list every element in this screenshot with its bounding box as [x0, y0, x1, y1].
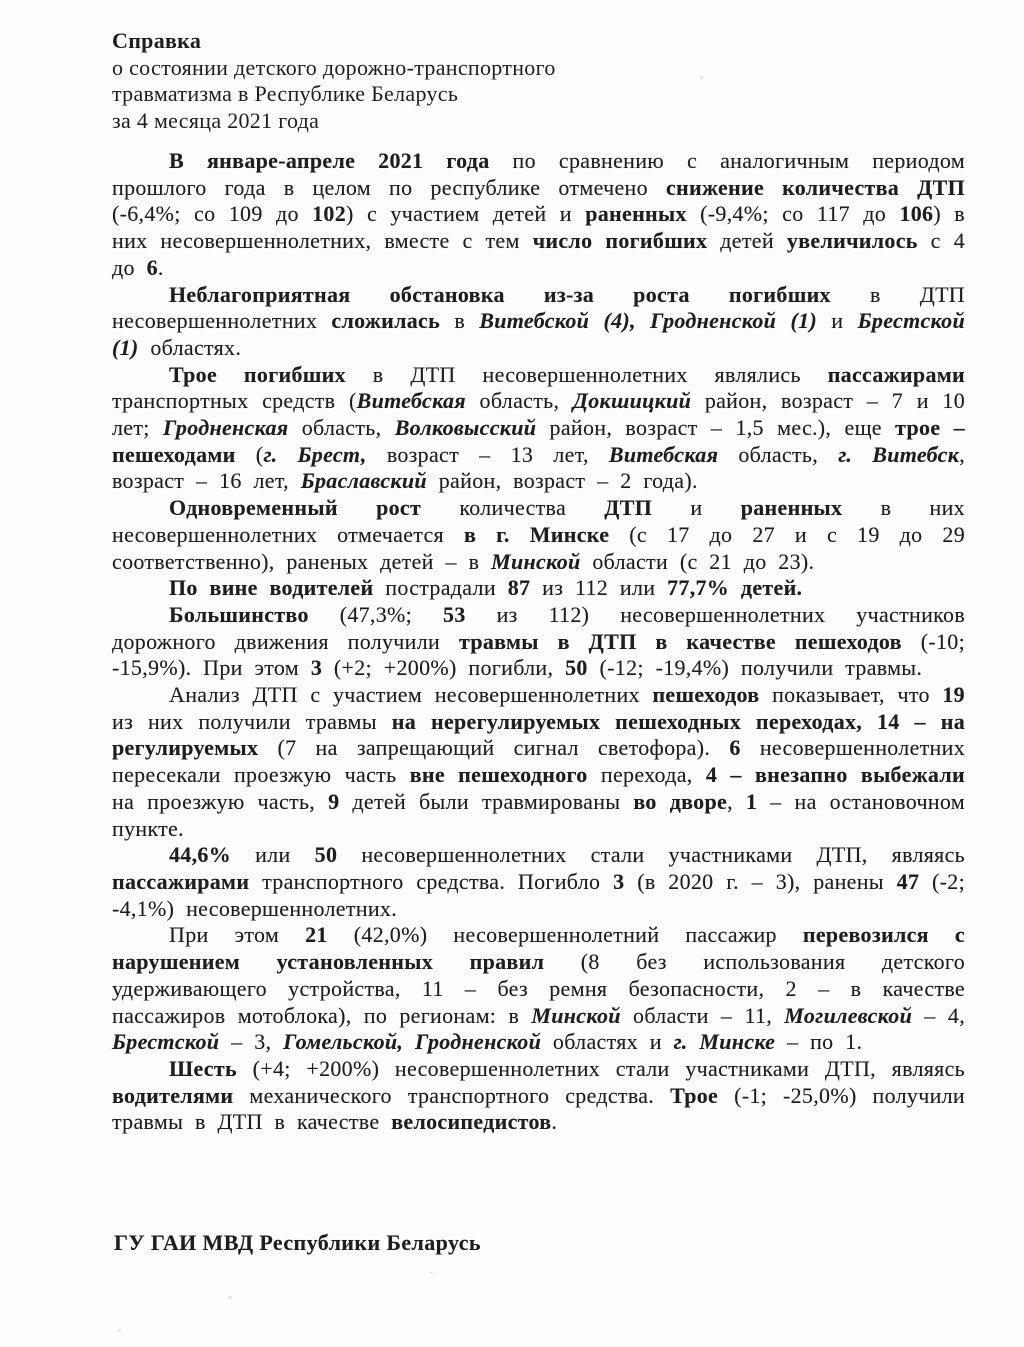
text-run: – по 1.: [775, 1029, 863, 1055]
scan-speck: [860, 642, 862, 644]
paragraph: [112, 922, 965, 1056]
text-run: область,: [288, 415, 395, 441]
text-run: Волковысский: [394, 415, 537, 441]
text-run: пострадали: [373, 575, 508, 601]
text-run: – на остановочном пункте.: [112, 788, 965, 841]
text-run: (-6,4%; со 109 до: [112, 201, 313, 227]
text-run: (7 на запрещающий сигнал светофора).: [258, 735, 730, 761]
paragraph: [112, 682, 965, 842]
text-run: число погибших: [532, 228, 708, 254]
text-run: (: [235, 441, 264, 467]
text-run: область,: [465, 388, 573, 414]
text-run: (+4; +200%) несовершеннолетних стали участниками ДТП, являясь: [236, 1055, 965, 1081]
text-run: Одновременный рост: [169, 495, 422, 521]
text-run: пассажирами: [827, 361, 966, 387]
text-run: областях.: [138, 334, 242, 360]
text-run: (+2; +200%) погибли,: [322, 655, 566, 681]
text-run: – 3,: [219, 1029, 284, 1055]
text-run: детей были травмированы: [339, 788, 634, 814]
text-run: В январе-апреле 2021 года: [169, 148, 490, 173]
text-run: г. Минске: [673, 1029, 776, 1055]
text-run: снижение количества ДТП: [665, 174, 965, 200]
text-run: Витебская: [608, 441, 719, 467]
text-run: 53: [443, 601, 466, 627]
text-run: несовершеннолетних пересекали проезжую часть: [112, 735, 965, 788]
text-run: в них несовершеннолетних отмечается: [112, 495, 965, 547]
text-run: 6: [729, 735, 741, 761]
paragraph: [112, 1056, 965, 1136]
text-run: 21: [305, 922, 328, 948]
text-run: во дворе: [633, 788, 728, 814]
text-run: (42,0%) несовершеннолетний пассажир: [327, 922, 803, 948]
text-run: области (с 21 до 23).: [580, 548, 815, 574]
text-run: (-12; -19,4%) получили травмы.: [587, 655, 923, 681]
text-run: 87: [507, 575, 531, 601]
paragraph: [112, 362, 965, 496]
text-run: 6: [146, 254, 158, 280]
text-run: Трое погибших: [169, 361, 346, 387]
text-run: Браславский: [300, 468, 427, 494]
text-run: ,: [727, 788, 746, 814]
text-run: (в 2020 г. – 3), ранены: [624, 868, 897, 894]
text-run: Большинство: [169, 601, 309, 627]
text-run: 77,7% детей.: [667, 575, 803, 601]
text-run: 1: [745, 788, 758, 814]
text-run: из них получили травмы: [112, 708, 392, 734]
text-run: по сравнению с аналогичным периодом прошлого года в целом по республике отмечено: [112, 148, 966, 200]
text-run: транспортного средства. Погибло: [249, 868, 614, 894]
document-heading: [112, 28, 556, 134]
text-run: 9: [328, 788, 340, 814]
text-run: травмы в ДТП в качестве пешеходов: [458, 628, 902, 654]
text-run: Брестской: [112, 1029, 220, 1055]
text-run: увеличилось: [786, 228, 918, 254]
text-run: количества: [421, 495, 605, 521]
text-run: .: [551, 1109, 558, 1135]
text-run: г. Брест,: [263, 441, 367, 467]
text-run: .: [157, 254, 164, 280]
text-run: областях и: [541, 1029, 674, 1055]
text-run: возраст – 13 лет,: [366, 441, 609, 467]
text-run: Анализ ДТП с участием несовершеннолетних: [169, 682, 653, 708]
text-run: , возраст – 16 лет,: [112, 441, 966, 494]
text-run: 4 – внезапно выбежали: [705, 762, 965, 788]
text-run: трое – пешеходами: [112, 415, 965, 467]
text-run: Гомельской, Гродненской: [283, 1029, 542, 1055]
text-run: 106: [899, 201, 934, 227]
text-run: ) с участием детей и: [346, 201, 586, 227]
text-run: (-10; -15,9%). При этом: [112, 628, 965, 681]
text-run: в ДТП несовершеннолетних: [112, 281, 965, 334]
scan-speck: [118, 1329, 121, 1332]
paragraph: [112, 282, 965, 362]
text-run: область,: [718, 441, 839, 467]
text-run: 50: [314, 842, 338, 868]
text-run: на проезжую часть,: [112, 788, 329, 814]
text-run: пешеходов: [652, 682, 760, 708]
text-run: район, возраст – 2 года).: [426, 468, 698, 494]
paragraph: [112, 148, 965, 282]
text-run: Витебская: [356, 388, 466, 414]
scan-speck: [228, 1296, 232, 1299]
text-run: 3: [310, 655, 323, 681]
document-title: Справка: [112, 28, 202, 53]
text-run: 3: [613, 868, 625, 894]
text-run: г. Витебск: [838, 441, 960, 467]
text-run: Неблагоприятная обстановка из-за роста погибших: [169, 281, 831, 307]
text-run: Брестской (1): [112, 308, 965, 360]
text-run: вне пешеходного: [409, 762, 588, 788]
text-run: несовершеннолетних стали участниками ДТП, являясь: [337, 842, 965, 868]
text-run: в г. Минске: [463, 521, 610, 547]
paragraph: [112, 842, 965, 922]
document-subtitle-line-1: о состоянии детского дорожно-транспортного: [112, 54, 556, 80]
text-run: район, возраст – 7 и 10 лет;: [112, 388, 966, 441]
text-run: Докшицкий: [572, 388, 692, 414]
text-run: 19: [942, 682, 965, 708]
text-run: 102: [312, 201, 347, 227]
document-subtitle-line-2: травматизма в Республике Беларусь: [112, 81, 459, 106]
text-run: 47: [896, 868, 920, 894]
text-run: транспортных средств (: [112, 388, 357, 414]
text-run: ) в них несовершеннолетних, вместе с тем: [112, 201, 965, 254]
text-run: (8 без использования детского удерживающего устройства, 11 – без ремня безопасности, 2 – в качестве пассажиров мотоблока), по регионам: в: [112, 949, 965, 1028]
document-body: [112, 148, 965, 1136]
paragraph: [112, 602, 965, 682]
text-run: водителями: [112, 1082, 234, 1108]
text-run: Витебской (4), Гродненской (1): [479, 308, 818, 334]
text-run: и: [652, 495, 741, 521]
text-run: или: [231, 842, 315, 868]
text-run: – 4,: [912, 1002, 965, 1028]
document-subtitle-line-3: за 4 месяца 2021 года: [112, 107, 320, 133]
text-run: Минской: [531, 1002, 621, 1028]
text-run: (-2; -4,1%) несовершеннолетних.: [112, 868, 965, 921]
text-run: детей: [707, 228, 787, 254]
scan-speck: [430, 1272, 433, 1274]
text-run: механического транспортного средства.: [233, 1082, 671, 1108]
text-run: перехода,: [587, 762, 706, 788]
text-run: Минской: [491, 548, 581, 574]
text-run: 50: [565, 655, 588, 681]
text-run: раненных: [585, 201, 687, 227]
text-run: По вине водителей: [169, 575, 374, 601]
text-run: области – 11,: [620, 1002, 785, 1028]
text-run: в: [440, 308, 480, 334]
text-run: (47,3%;: [308, 601, 444, 627]
text-run: из 112) несовершеннолетних участников дорожного движения получили: [112, 601, 966, 654]
text-run: сложилась: [331, 308, 441, 334]
text-run: показывает, что: [759, 682, 943, 708]
text-run: (-1; -25,0%) получили травмы в ДТП в качестве: [112, 1082, 965, 1135]
text-run: район, возраст – 1,5 мес.), еще: [536, 415, 896, 441]
text-run: велосипедистов: [391, 1109, 552, 1135]
text-run: При этом: [169, 922, 306, 948]
text-run: (-9,4%; со 117 до: [686, 201, 900, 227]
text-run: Могилевской: [784, 1002, 913, 1028]
text-run: раненных: [740, 495, 843, 521]
text-run: Шесть: [169, 1055, 237, 1081]
text-run: на нерегулируемых пешеходных переходах, 14 – на регулируемых: [112, 708, 965, 761]
text-run: перевозился с нарушением установленных правил: [112, 922, 965, 975]
text-run: в ДТП несовершеннолетних являлись: [345, 361, 828, 387]
text-run: (с 17 до 27 и с 19 до 29 соответственно), раненых детей – в: [112, 521, 965, 574]
text-run: Трое: [670, 1082, 719, 1108]
paragraph: [112, 495, 965, 575]
text-run: 44,6%: [169, 842, 231, 868]
scan-speck: [700, 76, 703, 79]
text-run: и: [817, 308, 858, 334]
text-run: Гродненская: [162, 415, 289, 441]
text-run: с 4 до: [112, 228, 966, 280]
text-run: ДТП: [604, 495, 653, 521]
text-run: из 112 или: [530, 575, 668, 601]
text-run: пассажирами: [112, 868, 250, 894]
paragraph: [112, 575, 965, 602]
document-footer: ГУ ГАИ МВД Республики Беларусь: [114, 1230, 481, 1255]
